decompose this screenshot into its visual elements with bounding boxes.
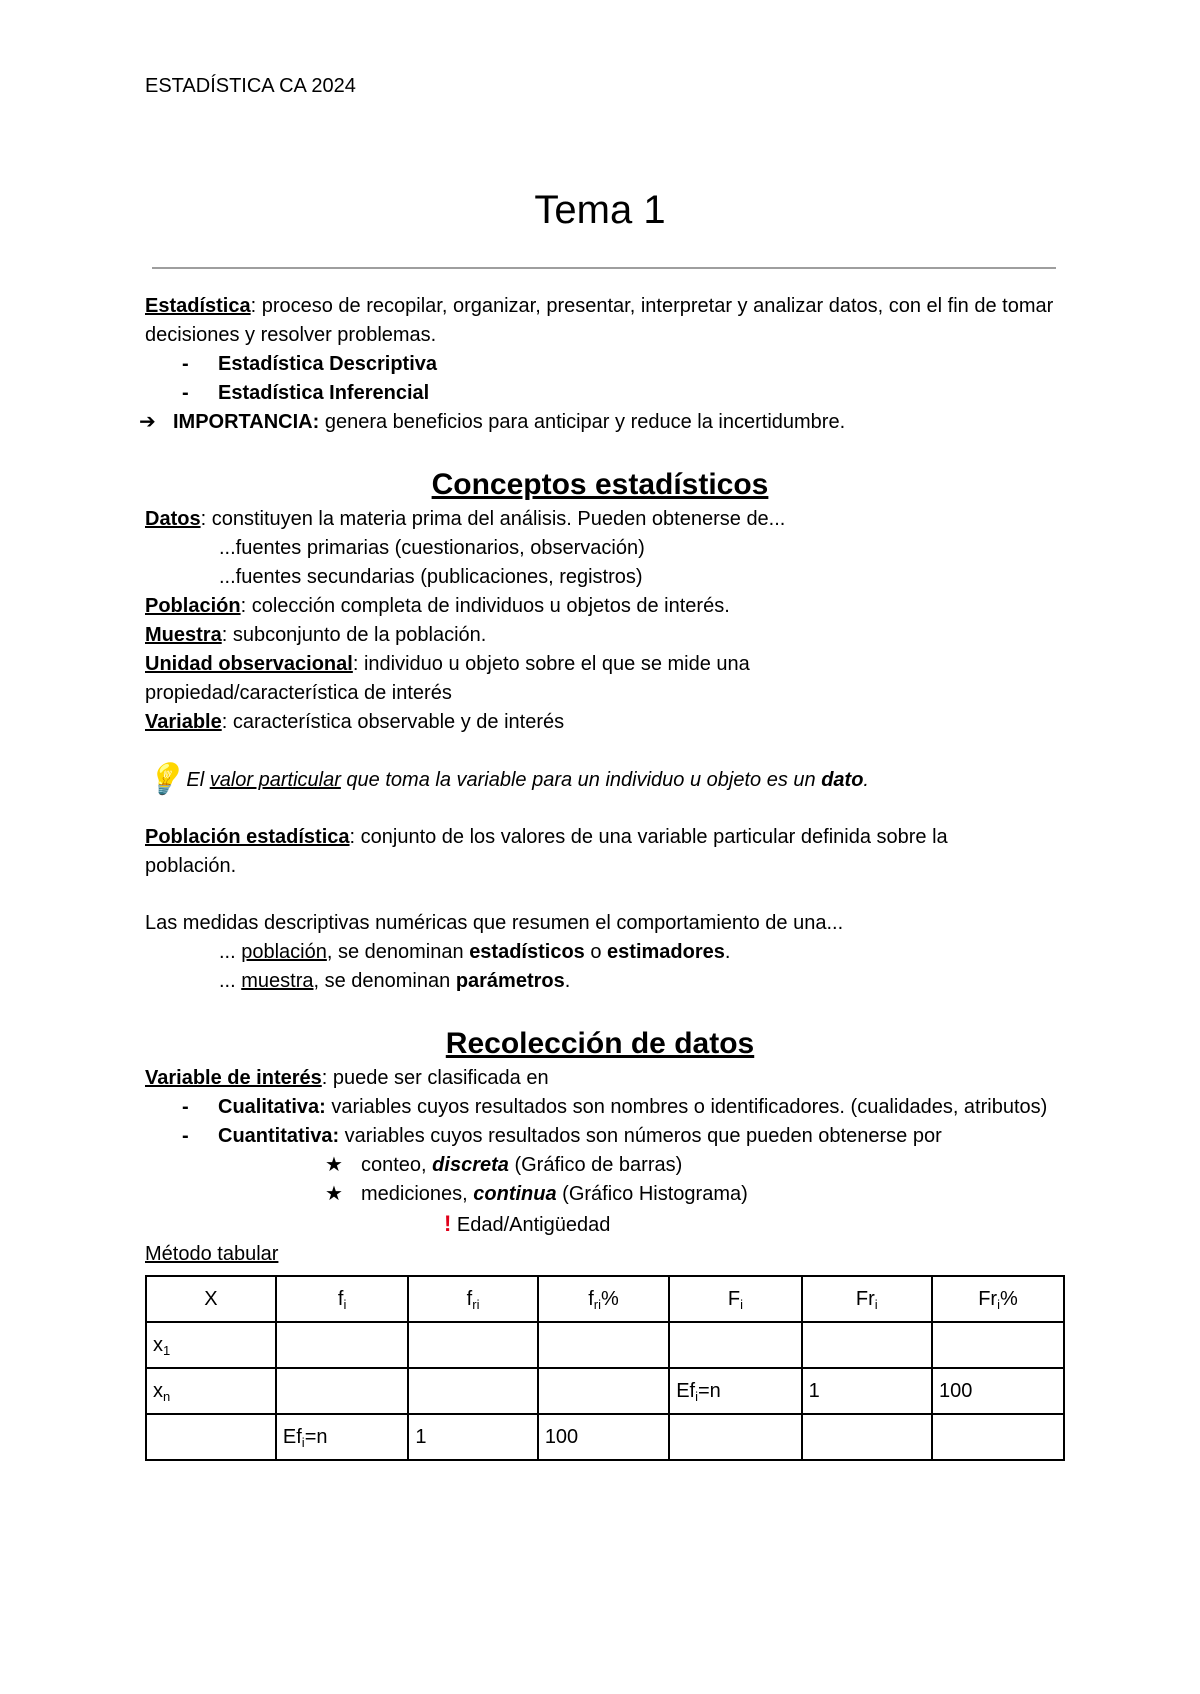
table-cell [932, 1414, 1064, 1460]
metodo-tabular-label: Método tabular [145, 1243, 279, 1265]
table-cell: 100 [538, 1414, 669, 1460]
warning-note: ! Edad/Antigüedad [444, 1211, 611, 1236]
table-header-cell: $F_i$ [669, 1276, 801, 1322]
page-header: ESTADÍSTICA CA 2024 [145, 75, 356, 97]
table-cell [538, 1322, 669, 1368]
table-row [146, 1368, 1064, 1414]
poblacion-definition: Población: colección completa de individuos u objetos de interés. [145, 595, 730, 617]
sub-list-item: ★ conteo, discreta (Gráfico de barras) [145, 1151, 1065, 1180]
datos-definition: Datos: constituyen la materia prima del análisis. Pueden obtenerse de... [145, 508, 786, 530]
table-header-cell: $f_{ri}$ [408, 1276, 537, 1322]
table-header-row [146, 1276, 1064, 1322]
table-row [146, 1322, 1064, 1368]
variable-interes-definition: Variable de interés: puede ser clasificada en [145, 1067, 549, 1089]
table-cell [802, 1414, 932, 1460]
frequency-table [145, 1275, 1065, 1461]
arrow-icon: ➔ [139, 411, 156, 433]
table-cell [669, 1414, 801, 1460]
medidas-text: Las medidas descriptivas numéricas que resumen el comportamiento de una... [145, 912, 844, 934]
table-row [146, 1414, 1064, 1460]
table-cell [276, 1368, 408, 1414]
fuente-item: ...fuentes secundarias (publicaciones, registros) [219, 566, 643, 588]
table-header-cell: X [146, 1276, 276, 1322]
document-body [139, 292, 1065, 1461]
tip-line: 💡 El valor particular que toma la variable para un individuo u objeto es un dato. [145, 763, 869, 796]
table-header-cell: $f_i$ [276, 1276, 408, 1322]
table-cell [669, 1322, 801, 1368]
variable-definition: Variable: característica observable y de interés [145, 711, 565, 733]
title-divider [152, 267, 1056, 269]
unidad-definition: Unidad observacional: individuo u objeto sobre el que se mide una [145, 653, 750, 675]
table-cell: 100 [932, 1368, 1064, 1414]
lightbulb-icon: 💡 [145, 763, 183, 796]
unidad-definition-cont: propiedad/característica de interés [145, 682, 452, 704]
table-cell [408, 1368, 537, 1414]
section-heading: Conceptos estadísticos [431, 468, 769, 501]
table-cell [932, 1322, 1064, 1368]
table-cell: $x_1$ [146, 1322, 276, 1368]
estadistica-definition: Estadística: proceso de recopilar, organizar, presentar, interpretar y analizar datos, con el fin de tomar decisiones y resolver problemas. [145, 295, 1054, 346]
table-cell: $Ef_i=n$ [276, 1414, 408, 1460]
table-header-cell: $f_{ri}\%$ [538, 1276, 669, 1322]
table-header-cell: $Fr_i$ [802, 1276, 932, 1322]
table-cell [146, 1414, 276, 1460]
poblacion-estadistica-definition: Población estadística: conjunto de los valores de una variable particular definida sobre la [145, 826, 948, 848]
list-item: - Cuantitativa: variables cuyos resultados son números que pueden obtenerse por [182, 1125, 942, 1147]
poblacion-estadistica-cont: población. [145, 855, 237, 877]
star-icon: ★ [325, 1183, 343, 1205]
table-cell [276, 1322, 408, 1368]
table-cell: $x_n$ [146, 1368, 276, 1414]
list-item: - Estadística Inferencial [182, 382, 430, 404]
medidas-item: ... población, se denominan estadísticos o estimadores. [219, 941, 731, 963]
exclamation-icon: ! [444, 1211, 452, 1236]
star-icon: ★ [325, 1154, 343, 1176]
sub-list-item: ★ mediciones, continua (Gráfico Histograma) [145, 1180, 1065, 1209]
table-cell: 1 [408, 1414, 537, 1460]
table-cell: $Ef_i=n$ [669, 1368, 801, 1414]
fuente-item: ...fuentes primarias (cuestionarios, observación) [219, 537, 645, 559]
page-title: Tema 1 [534, 188, 666, 232]
table-header-cell: $Fr_i\%$ [932, 1276, 1064, 1322]
section-heading: Recolección de datos [445, 1027, 755, 1060]
importance-line: ➔ IMPORTANCIA: genera beneficios para anticipar y reduce la incertidumbre. [139, 408, 1065, 437]
medidas-item: ... muestra, se denominan parámetros. [219, 970, 571, 992]
table-cell [802, 1322, 932, 1368]
table-cell: 1 [802, 1368, 932, 1414]
list-item: - Cualitativa: variables cuyos resultados son nombres o identificadores. (cualidades, atributos) [182, 1096, 1048, 1118]
table-cell [538, 1368, 669, 1414]
list-item: - Estadística Descriptiva [182, 353, 437, 375]
muestra-definition: Muestra: subconjunto de la población. [145, 624, 487, 646]
table-cell [408, 1322, 537, 1368]
